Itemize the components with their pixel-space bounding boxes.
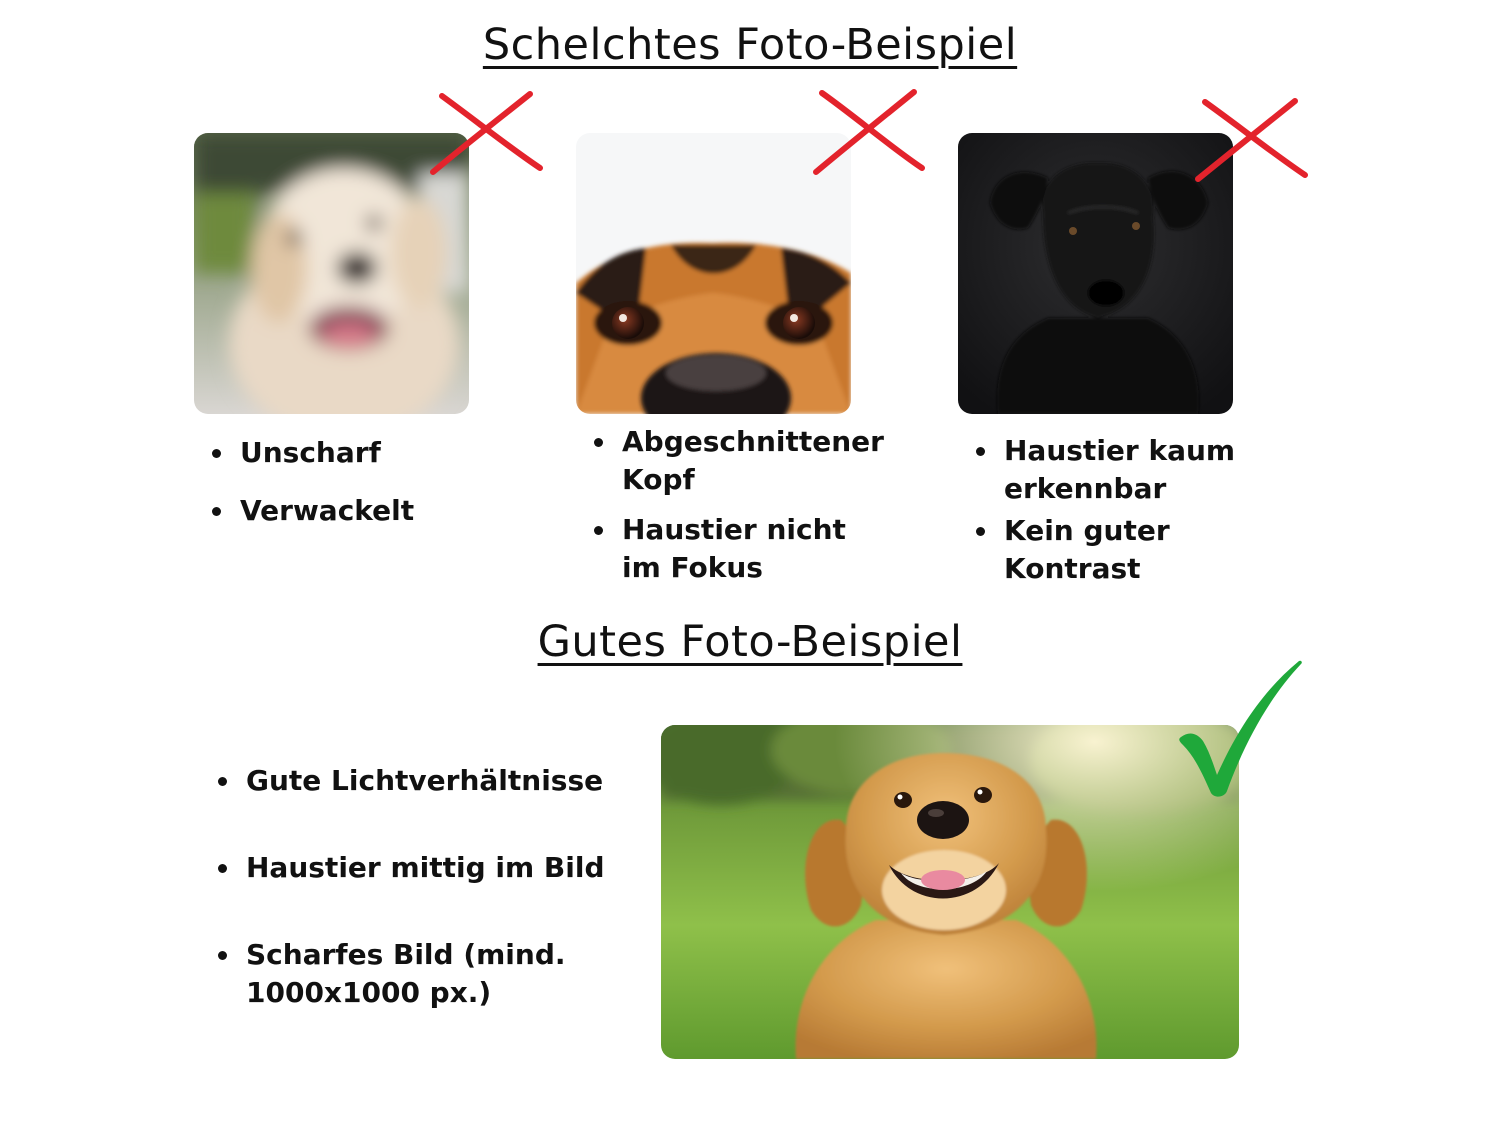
list-item: Gute Lichtverhältnisse [218,762,638,800]
list-item: Verwackelt [212,492,472,530]
cropped-photo-issues [594,423,884,599]
list-item: Abgeschnittener Kopf [594,423,864,499]
blurry-photo-issues [212,434,472,550]
dark-dog-photo [958,133,1233,414]
list-item: Kein guter Kontrast [976,512,1246,588]
bad-photo-heading: Schelchtes Foto-Beispiel [482,20,1018,70]
list-item: Haustier mittig im Bild [218,849,638,887]
good-dog-photo [661,725,1239,1059]
list-item: Haustier kaum erkennbar [976,432,1246,508]
dark-photo-issues [976,432,1246,592]
green-check-icon [1175,655,1305,800]
good-photo-heading: Gutes Foto-Beispiel [537,617,963,667]
cropped-dog-photo [576,133,851,414]
good-photo-criteria [218,762,638,1061]
list-item: Unscharf [212,434,472,472]
list-item: Haustier nicht im Fokus [594,511,864,587]
red-x-icon [812,88,927,176]
red-x-icon [430,90,545,175]
red-x-icon [1195,97,1310,182]
blurry-dog-photo [194,133,469,414]
list-item: Scharfes Bild (mind. 1000x1000 px.) [218,936,638,1012]
